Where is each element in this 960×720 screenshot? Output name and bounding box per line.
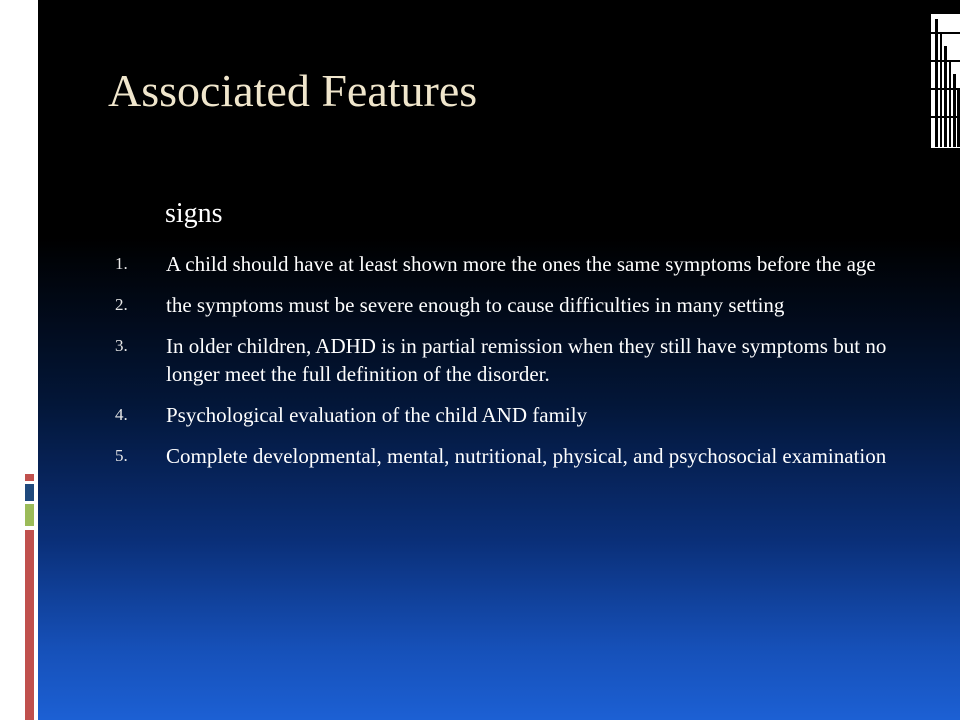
list-item-text: the symptoms must be severe enough to cause difficulties in many setting bbox=[166, 293, 785, 317]
list-item bbox=[115, 401, 905, 429]
list-item bbox=[115, 442, 905, 470]
list-item-number: 1. bbox=[115, 254, 128, 273]
accent-stripe-blue bbox=[25, 484, 34, 501]
list-item-text: A child should have at least shown more the ones the same symptoms before the age bbox=[166, 252, 876, 276]
slide-subheading: signs bbox=[165, 198, 223, 229]
list-item bbox=[115, 250, 905, 278]
list-item bbox=[115, 291, 905, 319]
list-item-number: 3. bbox=[115, 336, 128, 355]
accent-stripe-red-short bbox=[25, 474, 34, 481]
numbered-list bbox=[115, 250, 905, 483]
list-item-number: 5. bbox=[115, 446, 128, 465]
accent-stripe-green bbox=[25, 504, 34, 526]
corner-bars-icon bbox=[931, 14, 960, 148]
list-item-number: 2. bbox=[115, 295, 128, 314]
list-item-text: Psychological evaluation of the child AND family bbox=[166, 403, 588, 427]
list-item-number: 4. bbox=[115, 405, 128, 424]
list-item bbox=[115, 332, 905, 388]
list-item-text: Complete developmental, mental, nutritional, physical, and psychosocial examination bbox=[166, 444, 887, 468]
list-item-text: In older children, ADHD is in partial remission when they still have symptoms but no longer meet the full definition of the disorder. bbox=[166, 334, 887, 386]
slide-title: Associated Features bbox=[108, 65, 478, 116]
accent-stripe-red-long bbox=[25, 530, 34, 720]
